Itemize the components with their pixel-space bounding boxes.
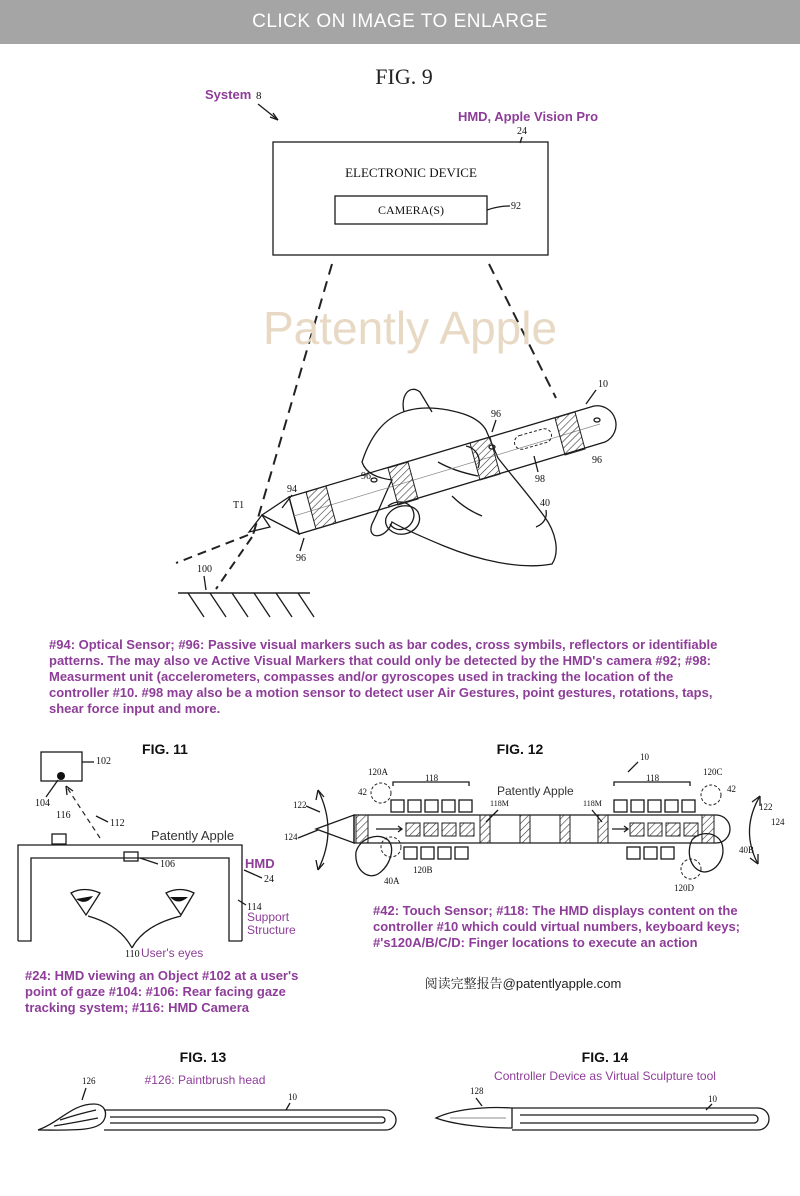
desc9-line-1: #94: Optical Sensor; #96: Passive visual markers such as bar codes, cross symbils, reflectors or identifiable [49, 637, 718, 652]
svg-text:106: 106 [160, 859, 175, 870]
hmd-number: 24 [517, 126, 527, 137]
svg-text:120A: 120A [368, 767, 388, 777]
svg-text:User's eyes: User's eyes [141, 946, 204, 960]
svg-text:FIG. 14: FIG. 14 [581, 1049, 629, 1065]
fig9-description [49, 637, 717, 716]
svg-text:118M: 118M [583, 799, 602, 808]
fig-9 [176, 64, 616, 617]
system-label: System [205, 87, 252, 102]
svg-text:122: 122 [293, 800, 307, 810]
svg-text:114: 114 [247, 902, 262, 913]
svg-text:#126: Paintbrush head: #126: Paintbrush head [144, 1073, 266, 1087]
desc9-line-2: patterns. The may also ve Active Visual Markers that could only be detected by the HMD's camera #92; #98: [49, 653, 712, 668]
ref-10: 10 [598, 379, 608, 390]
svg-text:124: 124 [284, 832, 298, 842]
hmd-frame [18, 845, 242, 941]
fig-13 [38, 1049, 396, 1130]
ref-40: 40 [540, 498, 550, 509]
electronic-device-box [273, 142, 548, 255]
svg-text:126: 126 [82, 1076, 96, 1086]
fig-11 [18, 741, 296, 960]
pen-controller [249, 406, 616, 534]
fig9-title: FIG. 9 [375, 64, 433, 89]
svg-text:#42: Touch Sensor; #118: The H: #42: Touch Sensor; #118: The HMD displays content on the [373, 903, 738, 918]
device-label: ELECTRONIC DEVICE [345, 165, 477, 180]
desc9-line-4: controller #10. #98 may also be a motion sensor to detect user Air Gestures, point gestures, rotations, taps, [49, 685, 713, 700]
ref-96-bottom: 96 [296, 553, 306, 564]
ref-98: 98 [535, 474, 545, 485]
svg-text:116: 116 [56, 810, 71, 821]
svg-text:122: 122 [759, 802, 773, 812]
svg-text:120B: 120B [413, 865, 433, 875]
svg-text:118: 118 [425, 773, 439, 783]
camera-label: CAMERA(S) [377, 203, 445, 217]
system-number: 8 [256, 90, 262, 102]
svg-text:Patently Apple: Patently Apple [151, 828, 235, 843]
ref-100: 100 [197, 564, 212, 575]
enlarge-banner[interactable]: CLICK ON IMAGE TO ENLARGE [0, 0, 800, 44]
svg-text:24: 24 [264, 874, 274, 885]
svg-text:FIG. 13: FIG. 13 [179, 1049, 227, 1065]
fig-12 [284, 741, 785, 893]
svg-text:128: 128 [470, 1086, 484, 1096]
svg-text:124: 124 [771, 817, 785, 827]
patent-figure-art[interactable] [0, 44, 800, 1196]
svg-text:40B: 40B [739, 845, 755, 855]
svg-text:#24: HMD viewing an Object #10: #24: HMD viewing an Object #102 at a user's [25, 968, 299, 983]
desc9-line-3: Measurment unit (accelerometers, compasses and/or gyroscopes used in tracking the location of the [49, 669, 674, 684]
svg-text:Support: Support [247, 910, 290, 924]
svg-text:controller #10 which could vir: controller #10 which could virtual numbers, keyboard keys; [373, 919, 741, 934]
watermark: Patently Apple [262, 302, 558, 354]
svg-text:10: 10 [708, 1094, 717, 1104]
ref-96-left: 96 [361, 471, 371, 482]
svg-text:42: 42 [727, 784, 736, 794]
svg-text:118M: 118M [490, 799, 509, 808]
hmd-note: HMD, Apple Vision Pro [457, 109, 599, 124]
svg-text:10: 10 [640, 752, 649, 762]
camera-number: 92 [511, 201, 521, 212]
fig12-title: FIG. 12 [496, 741, 544, 757]
svg-text:HMD: HMD [245, 856, 275, 871]
svg-text:112: 112 [110, 818, 125, 829]
svg-text:Controller Device as Virtual S: Controller Device as Virtual Sculpture tool [494, 1069, 716, 1083]
svg-text:120D: 120D [674, 883, 694, 893]
svg-text:102: 102 [96, 756, 111, 767]
svg-text:tracking system; #116: HMD Cam: tracking system; #116: HMD Camera [25, 1000, 249, 1015]
ref-96-top: 96 [491, 409, 501, 420]
svg-text:#'s120A/B/C/D: Finger location: #'s120A/B/C/D: Finger locations to execute an action [373, 935, 698, 950]
ref-94: 94 [287, 484, 297, 495]
svg-text:Structure: Structure [247, 923, 296, 937]
svg-text:point of gaze #104: #106: Rear: point of gaze #104: #106: Rear facing gaze [25, 984, 286, 999]
svg-text:118: 118 [646, 773, 660, 783]
svg-text:10: 10 [288, 1092, 297, 1102]
fig11-caption [25, 968, 298, 1015]
fig12-caption [373, 903, 740, 950]
ref-96-right: 96 [592, 455, 602, 466]
ref-t1: T1 [233, 500, 245, 511]
desc9-line-5: shear force input and more. [49, 701, 221, 716]
svg-text:40A: 40A [384, 876, 400, 886]
svg-text:104: 104 [35, 798, 50, 809]
svg-text:42: 42 [358, 787, 367, 797]
svg-text:Patently Apple: Patently Apple [497, 784, 574, 798]
fig-14 [436, 1049, 769, 1130]
chinese-note: 阅读完整报告@patentlyapple.com [424, 976, 622, 991]
fig11-title: FIG. 11 [142, 741, 188, 757]
svg-text:110: 110 [125, 949, 140, 960]
svg-text:120C: 120C [703, 767, 723, 777]
